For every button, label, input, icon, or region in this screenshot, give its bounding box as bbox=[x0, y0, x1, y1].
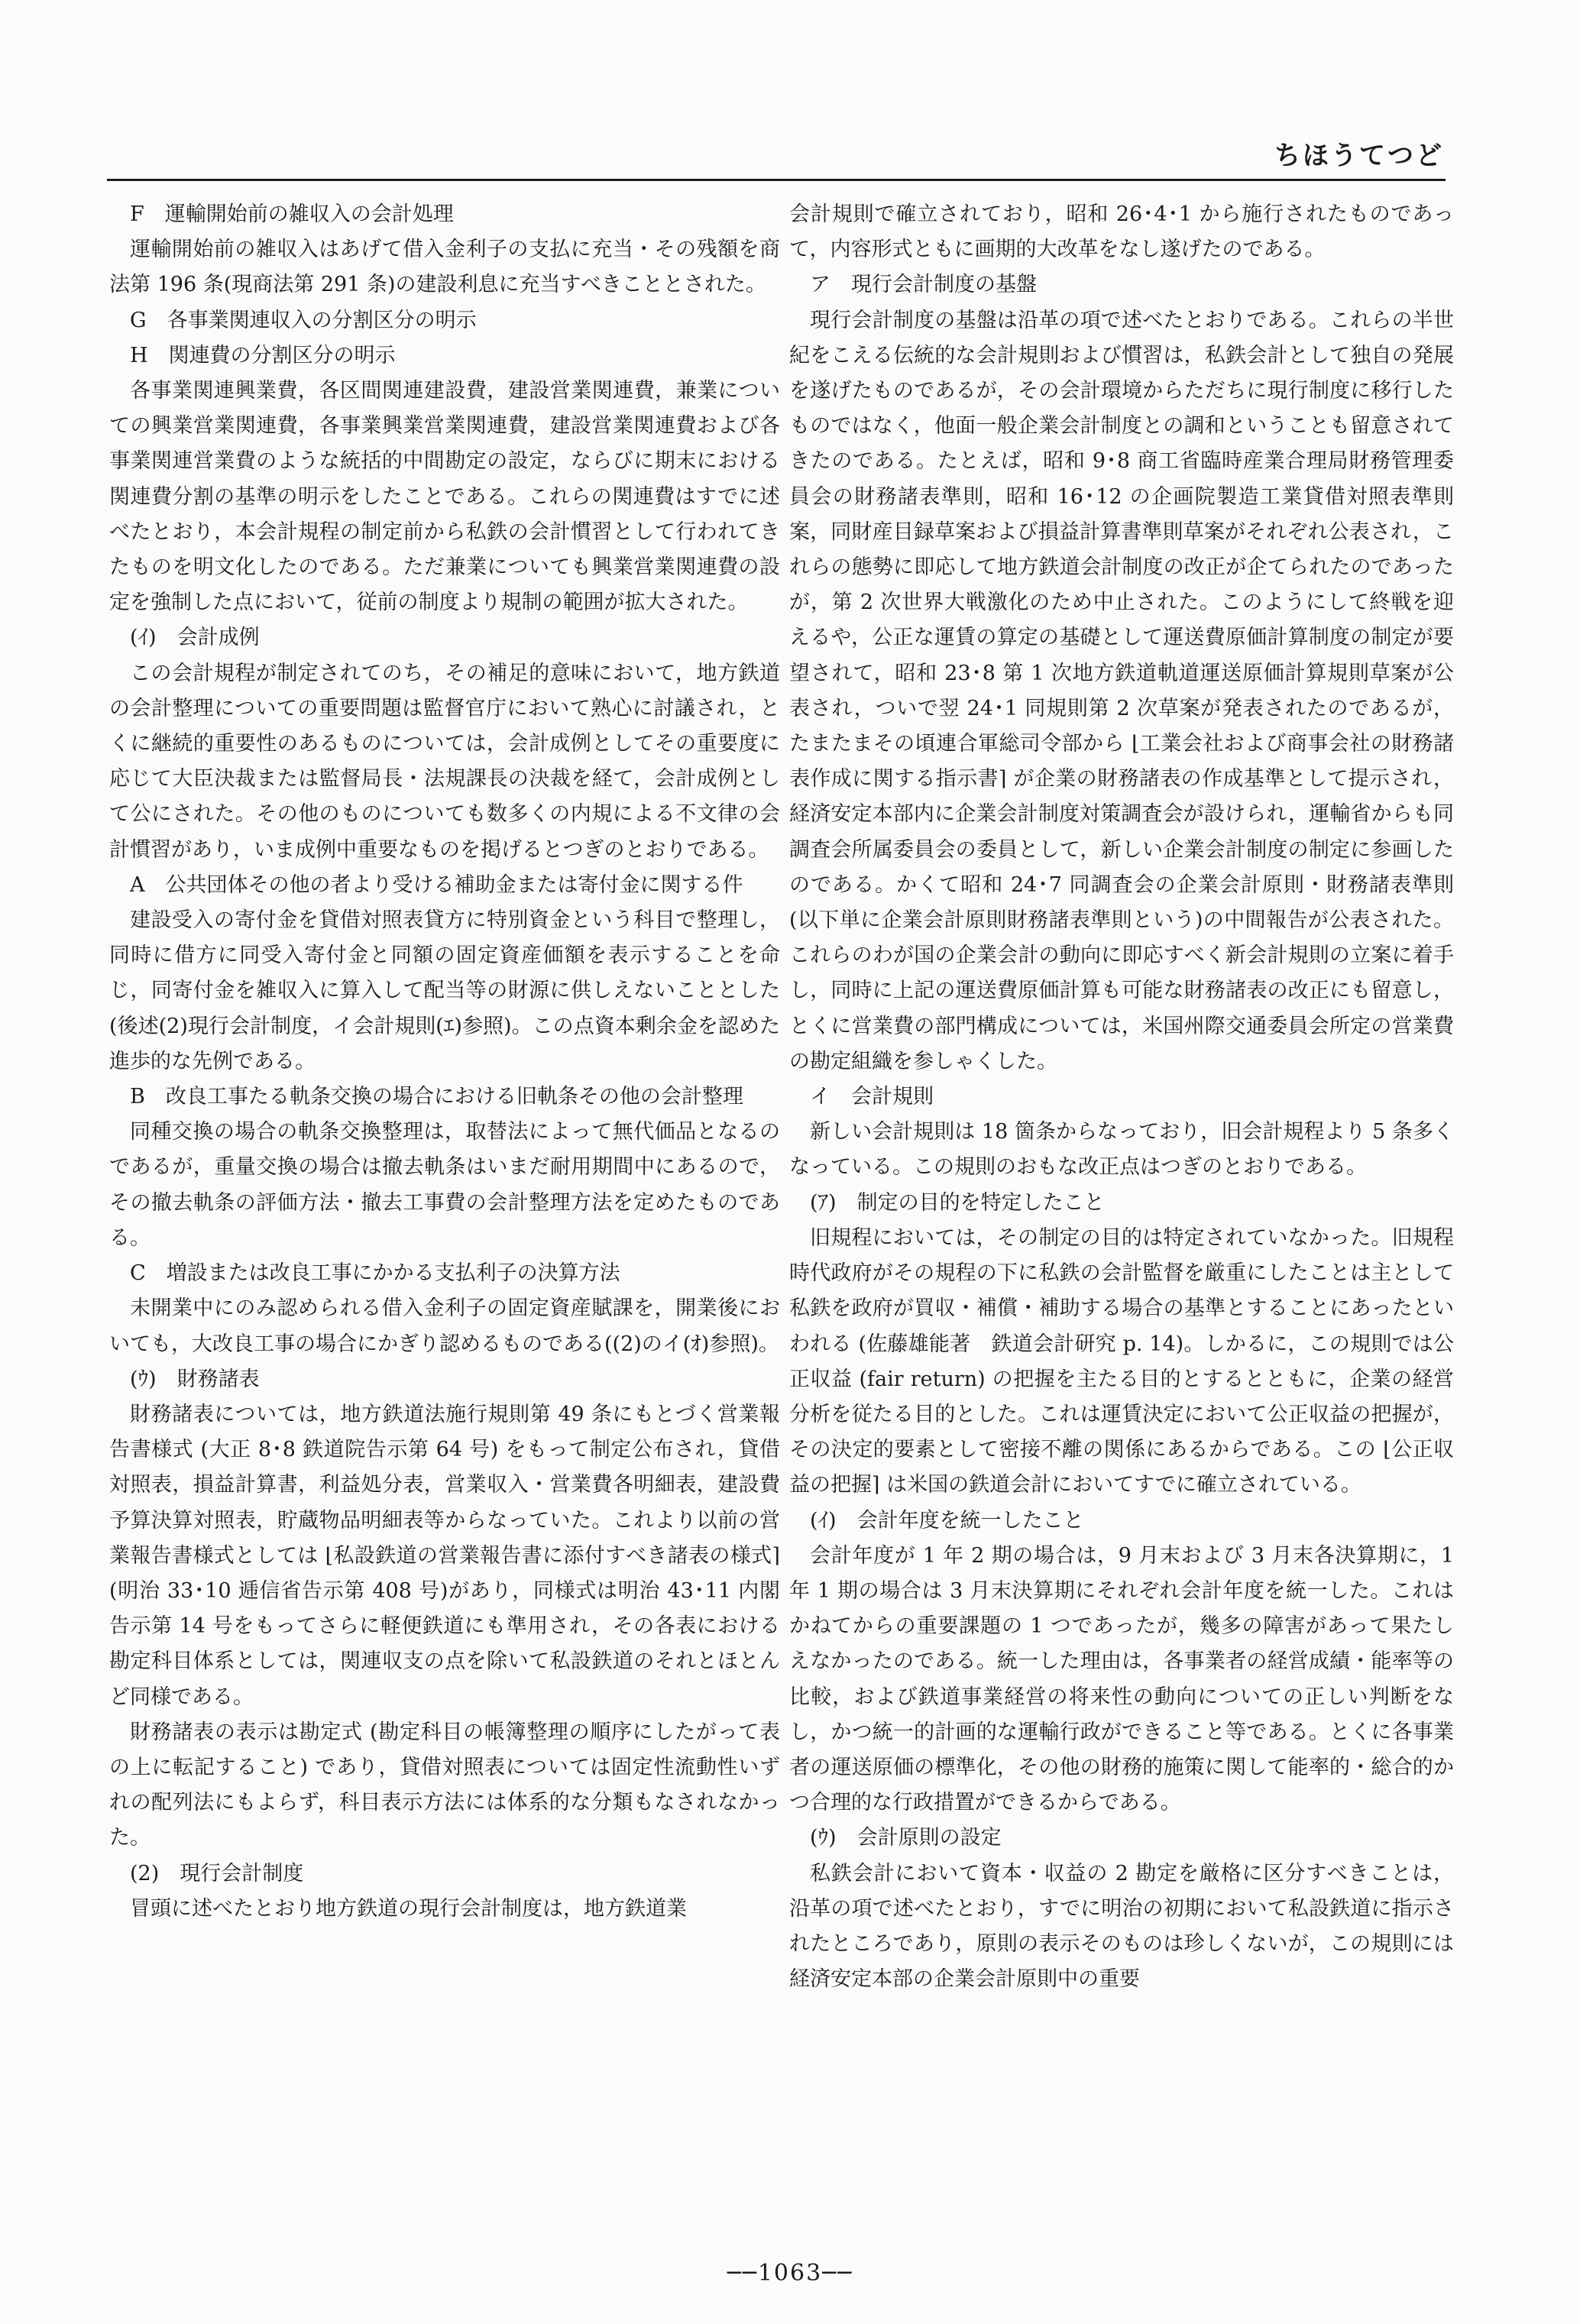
section-heading: (ｱ) 制定の目的を特定したこと bbox=[810, 1190, 1105, 1215]
section-heading: (ｳ) 会計原則の設定 bbox=[810, 1826, 1002, 1850]
header-rule bbox=[107, 179, 1446, 181]
paragraph: 私鉄会計において資本・収益の 2 勘定を厳格に区分すべきことは，沿革の項で述べたとおり，すでに明治の初期において私設鉄道に指示されたところであり，原則の表示そのものは珍しくないが，この規則には経済安定本部の企業会計原則中の重要 bbox=[789, 1861, 1454, 1992]
section-heading: G 各事業関連収入の分割区分の明示 bbox=[130, 308, 477, 332]
paragraph: 冒頭に述べたとおり地方鉄道の現行会計制度は，地方鉄道業 bbox=[130, 1896, 687, 1921]
section-heading: イ 会計規則 bbox=[810, 1085, 934, 1109]
paragraph: A 公共団体その他の者より受ける補助金または寄付金に関する件 bbox=[130, 872, 743, 897]
paragraph: 財務諸表の表示は勘定式 (勘定科目の帳簿整理の順序にしたがって表の上に転記すること) であり，貸借対照表については固定性流動性いずれの配列法にもよらず，科目表示方法には体系的な分類もなされなかった。 bbox=[109, 1720, 780, 1850]
section-heading: (ｲ) 会計年度を統一したこと bbox=[810, 1508, 1084, 1533]
page-header-title: ちほうてつど bbox=[1274, 141, 1444, 171]
paragraph: 建設受入の寄付金を貸借対照表貸方に特別資金という科目で整理し，同時に借方に同受入寄付金と同額の固定資産価額を表示することを命じ，同寄付金を雑収入に算入して配当等の財源に供しえないこととした(後述(2)現行会計制度，イ会計規則(ｴ)参照)。この点資本剰余金を認めた進歩的な先例である。 bbox=[109, 908, 780, 1073]
paragraph: 同種交換の場合の軌条交換整理は，取替法によって無代価品となるのであるが，重量交換の場合は撤去軌条はいまだ耐用期間中にあるので，その撤去軌条の評価方法・撤去工事費の会計整理方法を定めたものである。 bbox=[109, 1120, 780, 1250]
left-column bbox=[109, 197, 780, 2214]
section-heading: ア 現行会計制度の基盤 bbox=[810, 273, 1037, 297]
paragraph: 新しい会計規則は 18 箇条からなっており，旧会計規程より 5 条多くなっている。この規則のおもな改正点はつぎのとおりである。 bbox=[789, 1120, 1454, 1180]
section-heading: (2) 現行会計制度 bbox=[130, 1861, 304, 1885]
paragraph: 会計規則で確立されており，昭和 26･4･1 から施行されたものであって，内容形式ともに画期的大改革をなし遂げたのである。 bbox=[789, 202, 1454, 262]
paragraph: 各事業関連興業費，各区間関連建設費，建設営業関連費，兼業についての興業営業関連費，各事業興業営業関連費，建設営業関連費および各事業関連営業費のような統括的中間勘定の設定，ならびに期末における関連費分割の基準の明示をしたことである。これらの関連費はすでに述べたとおり，本会計規程の制定前から私鉄の会計慣習として行われてきたものを明文化したのである。ただ兼業についても興業営業関連費の設定を強制した点において，従前の制度より規制の範囲が拡大された。 bbox=[109, 379, 780, 615]
section-heading: F 運輸開始前の雑収入の会計処理 bbox=[130, 202, 454, 226]
paragraph: 未開業中にのみ認められる借入金利子の固定資産賦課を，開業後においても，大改良工事の場合にかぎり認めるものである((2)のイ(ｵ)参照)。 bbox=[109, 1296, 780, 1356]
paragraph: 旧規程においては，その制定の目的は特定されていなかった。旧規程時代政府がその規程の下に私鉄の会計監督を厳重にしたことは主として私鉄を政府が買収・補償・補助する場合の基準とすることにあったといわれる (佐藤雄能著 鉄道会計研究 p. 14)。しかるに，この規則では公正収益 (fair return) の把握を主たる目的とするとともに，企業の経営分析を従たる目的とした。これは運賃決定において公正収益の把握が，その決定的要素として密接不離の関係にあるからである。この ⌊公正収益の把握⌉ は米国の鉄道会計においてすでに確立されている。 bbox=[789, 1225, 1454, 1497]
section-heading: (ｳ) 財務諸表 bbox=[130, 1367, 260, 1391]
paragraph: この会計規程が制定されてのち，その補足的意味において，地方鉄道の会計整理についての重要問題は監督官庁において熟心に討議され，とくに継続的重要性のあるものについては，会計成例としてその重要度に応じて大臣決裁または監督局長・法規課長の決裁を経て，会計成例として公にされた。その他のものについても数多くの内規による不文律の会計慣習があり，いま成例中重要なものを掲げるとつぎのとおりである。 bbox=[109, 661, 780, 862]
paragraph: 財務諸表については，地方鉄道法施行規則第 49 条にもとづく営業報告書様式 (大正 8･8 鉄道院告示第 64 号) をもって制定公布され，貸借対照表，損益計算書，利益処分表，営業収入・営業費各明細表，建設費予算決算対照表，貯蔵物品明細表等からなっていた。これより以前の営業報告書様式としては ⌊私設鉄道の営業報告書に添付すべき諸表の様式⌉(明治 33･10 逓信省告示第 408 号)があり，同様式は明治 43･11 内閣告示第 14 号をもってさらに軽便鉄道にも準用され，その各表における勘定科目体系としては，関連収支の点を除いて私設鉄道のそれとほとんど同様である。 bbox=[109, 1402, 780, 1709]
paragraph: 会計年度が 1 年 2 期の場合は，9 月末および 3 月末各決算期に，1 年 1 期の場合は 3 月末決算期にそれぞれ会計年度を統一した。これはかねてからの重要課題の 1 つであったが，幾多の障害があって果たしえなかったのである。統一した理由は，各事業者の経営成績・能率等の比較，および鉄道事業経営の将来性の動向についての正しい判断をなし，かつ統一的計画的な運輸行政ができること等である。とくに各事業者の運送原価の標準化，その他の財務的施策に関して能率的・総合的かつ合理的な行政措置ができるからである。 bbox=[789, 1543, 1454, 1815]
right-column bbox=[789, 197, 1454, 2214]
section-heading: C 増設または改良工事にかかる支払利子の決算方法 bbox=[130, 1261, 620, 1286]
paragraph: 運輸開始前の雑収入はあげて借入金利子の支払に充当・その残額を商法第 196 条(現商法第 291 条)の建設利息に充当すべきこととされた。 bbox=[109, 238, 780, 297]
paragraph: B 改良工事たる軌条交換の場合における旧軌条その他の会計整理 bbox=[130, 1085, 743, 1109]
section-heading: (ｲ) 会計成例 bbox=[130, 626, 260, 650]
paragraph: 現行会計制度の基盤は沿革の項で述べたとおりである。これらの半世紀をこえる伝統的な会計規則および慣習は，私鉄会計として独自の発展を遂げたものであるが，その会計環境からただちに現行制度に移行したものではなく，他面一般企業会計制度との調和ということも留意されてきたのである。たとえば，昭和 9･8 商工省臨時産業合理局財務管理委員会の財務諸表準則，昭和 16･12 の企画院製造工業貸借対照表準則案，同財産目録草案および損益計算書準則草案がそれぞれ公表され，これらの態勢に即応して地方鉄道会計制度の改正が企てられたのであったが，第 2 次世界大戦激化のため中止された。このようにして終戦を迎えるや，公正な運賃の算定の基礎として運送費原価計算制度の制定が要望されて，昭和 23･8 第 1 次地方鉄道軌道運送原価計算規則草案が公表され，ついで翌 24･1 同規則第 2 次草案が発表されたのであるが，たまたまその頃連合軍総司令部から ⌊工業会社および商事会社の財務諸表作成に関する指示書⌉ が企業の財務諸表の作成基準として提示され，経済安定本部内に企業会計制度対策調査会が設けられ，運輸省からも同調査会所属委員会の委員として，新しい企業会計制度の制定に参画したのである。かくて昭和 24･7 同調査会の企業会計原則・財務諸表準則(以下単に企業会計原則財務諸表準則という)の中間報告が公表された。これらのわが国の企業会計の動向に即応すべく新会計規則の立案に着手し，同時に上記の運送費原価計算も可能な財務諸表の改正にも留意し，とくに営業費の部門構成については，米国州際交通委員会所定の営業費の勘定組織を参しゃくした。 bbox=[789, 308, 1454, 1073]
page-number: ──1063── bbox=[727, 2260, 853, 2287]
section-heading: H 関連費の分割区分の明示 bbox=[130, 343, 396, 367]
